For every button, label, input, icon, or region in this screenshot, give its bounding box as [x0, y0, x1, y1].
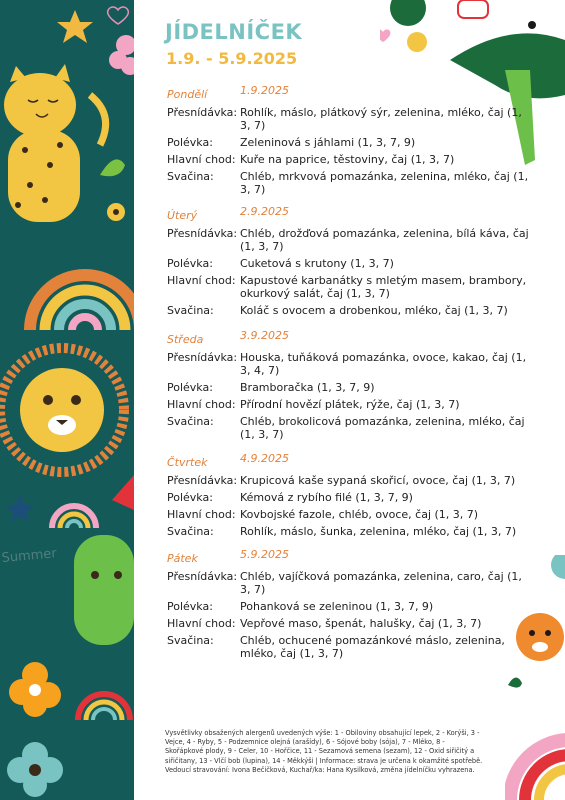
meal-label: Svačina: [167, 525, 214, 538]
meal-label: Hlavní chod: [167, 153, 236, 166]
apple-icon [458, 0, 488, 18]
meal-value: Kuře na paprice, těstoviny, čaj (1, 3, 7) [240, 153, 455, 166]
watermelon-icon [112, 475, 134, 510]
meal-row [167, 170, 537, 196]
meal-list [167, 351, 537, 445]
allergen-footnote: Vysvětlivky obsažených alergenů uvedených výše: 1 - Obiloviny obsahující lepek, 2 - Korýši, 3 - Vejce, 4 - Ryby, 5 - Podzemnice olejná (arašídy), 6 - Sójové boby (sója), 7 - Mléko, 8 - Skořápkové plody, 9 - Celer, 10 - Hořčice, 11 - Sezamová semena (sezam), 12 - Oxid siřičitý a siřičitany, 13 - Vlčí bob (lupina), 14 - Měkkýši | Informace: strava je určena k okamžité spotřebě. Vedoucí stravování: Ivona Bečičková, Kuchař/ka: Hana Kysilková, změna jídelníčku vyhrazena. [165, 729, 483, 774]
meal-row [167, 617, 537, 630]
meal-value: Zeleninová s jáhlami (1, 3, 7, 9) [240, 136, 416, 149]
meal-row [167, 304, 537, 317]
rainbow-small-bottom-icon [78, 694, 130, 720]
meal-label: Svačina: [167, 634, 214, 647]
meal-label: Hlavní chod: [167, 274, 236, 287]
meal-label: Přesnídávka: [167, 570, 238, 583]
meal-label: Polévka: [167, 600, 213, 613]
crocodile-illustration [74, 535, 134, 645]
meal-value: Cuketová s krutony (1, 3, 7) [240, 257, 394, 270]
meal-label: Hlavní chod: [167, 508, 236, 521]
meal-value: Rohlík, máslo, plátkový sýr, zelenina, mléko, čaj (1, 3, 7) [240, 106, 522, 132]
meal-value: Přírodní hovězí plátek, rýže, čaj (1, 3, 7) [240, 398, 460, 411]
meal-label: Svačina: [167, 170, 214, 183]
meal-row [167, 600, 537, 613]
meal-list [167, 227, 537, 321]
day-date: 2.9.2025 [240, 205, 289, 218]
meal-value: Vepřové maso, špenát, halušky, čaj (1, 3, 7) [240, 617, 482, 630]
day-name: Čtvrtek [167, 456, 208, 469]
meal-row [167, 257, 537, 270]
meal-value: Koláč s ovocem a drobenkou, mléko, čaj (1, 3, 7) [240, 304, 508, 317]
day-date: 5.9.2025 [240, 548, 289, 561]
small-flower-icon [107, 203, 125, 221]
meal-label: Přesnídávka: [167, 351, 238, 364]
meal-row [167, 381, 537, 394]
meal-label: Polévka: [167, 491, 213, 504]
meal-value: Kovbojské fazole, chléb, ovoce, čaj (1, 3, 7) [240, 508, 479, 521]
meal-label: Přesnídávka: [167, 474, 238, 487]
meal-row [167, 153, 537, 166]
leopard-illustration [4, 64, 106, 222]
meal-row [167, 474, 537, 487]
meal-row [167, 351, 537, 377]
tree-icon [390, 0, 426, 26]
meal-row [167, 398, 537, 411]
meal-label: Hlavní chod: [167, 617, 236, 630]
heart-icon [108, 7, 129, 24]
meal-list [167, 570, 537, 664]
blue-flower-icon [7, 742, 63, 797]
meal-label: Svačina: [167, 304, 214, 317]
meal-row [167, 491, 537, 504]
sun-icon [407, 32, 427, 52]
meal-label: Svačina: [167, 415, 214, 428]
meal-value: Chléb, brokolicová pomazánka, zelenina, mléko, čaj (1, 3, 7) [240, 415, 525, 441]
day-name: Úterý [167, 209, 198, 222]
lion-illustration [0, 348, 124, 472]
day-name: Pátek [167, 552, 198, 565]
meal-value: Kapustové karbanátky s mletým masem, brambory, okurkový salát, čaj (1, 3, 7) [240, 274, 527, 300]
meal-label: Přesnídávka: [167, 227, 238, 240]
day-date: 1.9.2025 [240, 84, 289, 97]
meal-label: Přesnídávka: [167, 106, 238, 119]
meal-row [167, 136, 537, 149]
leaf-icon [508, 677, 522, 687]
decor-text: Summer [1, 546, 58, 566]
meal-row [167, 508, 537, 521]
small-rainbow-icon [52, 506, 96, 528]
leaf-icon [100, 159, 125, 176]
meal-value: Chléb, mrkvová pomazánka, zelenina, mléko, čaj (1, 3, 7) [240, 170, 529, 196]
meal-row [167, 274, 537, 300]
heart-icon [380, 29, 390, 42]
star-icon [57, 10, 93, 43]
star-outline-icon [5, 495, 35, 522]
page-title: JÍDELNÍČEK [165, 20, 303, 44]
meal-label: Polévka: [167, 381, 213, 394]
meal-value: Chléb, drožďová pomazánka, zelenina, bílá káva, čaj (1, 3, 7) [240, 227, 529, 253]
meal-value: Pohanková se zeleninou (1, 3, 7, 9) [240, 600, 434, 613]
meal-row [167, 227, 537, 253]
meal-value: Bramboračka (1, 3, 7, 9) [240, 381, 375, 394]
meal-label: Hlavní chod: [167, 398, 236, 411]
meal-row [167, 415, 537, 441]
meal-value: Chléb, ochucené pomazánkové máslo, zelenina, mléko, čaj (1, 3, 7) [240, 634, 505, 660]
meal-row [167, 634, 537, 660]
meal-list [167, 474, 537, 542]
meal-label: Polévka: [167, 257, 213, 270]
day-name: Středa [167, 333, 204, 346]
orange-flower-icon [9, 662, 61, 717]
blue-flower-icon [551, 555, 565, 579]
meal-value: Rohlík, máslo, šunka, zelenina, mléko, čaj (1, 3, 7) [240, 525, 517, 538]
meal-value: Krupicová kaše sypaná skořicí, ovoce, čaj (1, 3, 7) [240, 474, 516, 487]
meal-value: Kémová z rybího filé (1, 3, 7, 9) [240, 491, 413, 504]
meal-row [167, 106, 537, 132]
day-date: 4.9.2025 [240, 452, 289, 465]
meal-list [167, 106, 537, 200]
decorative-illustrations [0, 0, 134, 800]
meal-row [167, 525, 537, 538]
day-name: Pondělí [167, 88, 208, 101]
meal-row [167, 570, 537, 596]
day-date: 3.9.2025 [240, 329, 289, 342]
rainbow-illustration [30, 275, 134, 330]
date-range: 1.9. - 5.9.2025 [166, 49, 298, 68]
meal-label: Polévka: [167, 136, 213, 149]
decorative-side-panel [0, 0, 134, 800]
flower-icon [109, 35, 134, 75]
rainbow-corner-illustration [510, 740, 565, 800]
meal-value: Houska, tuňáková pomazánka, ovoce, kakao, čaj (1, 3, 4, 7) [240, 351, 527, 377]
meal-value: Chléb, vajíčková pomazánka, zelenina, caro, čaj (1, 3, 7) [240, 570, 522, 596]
